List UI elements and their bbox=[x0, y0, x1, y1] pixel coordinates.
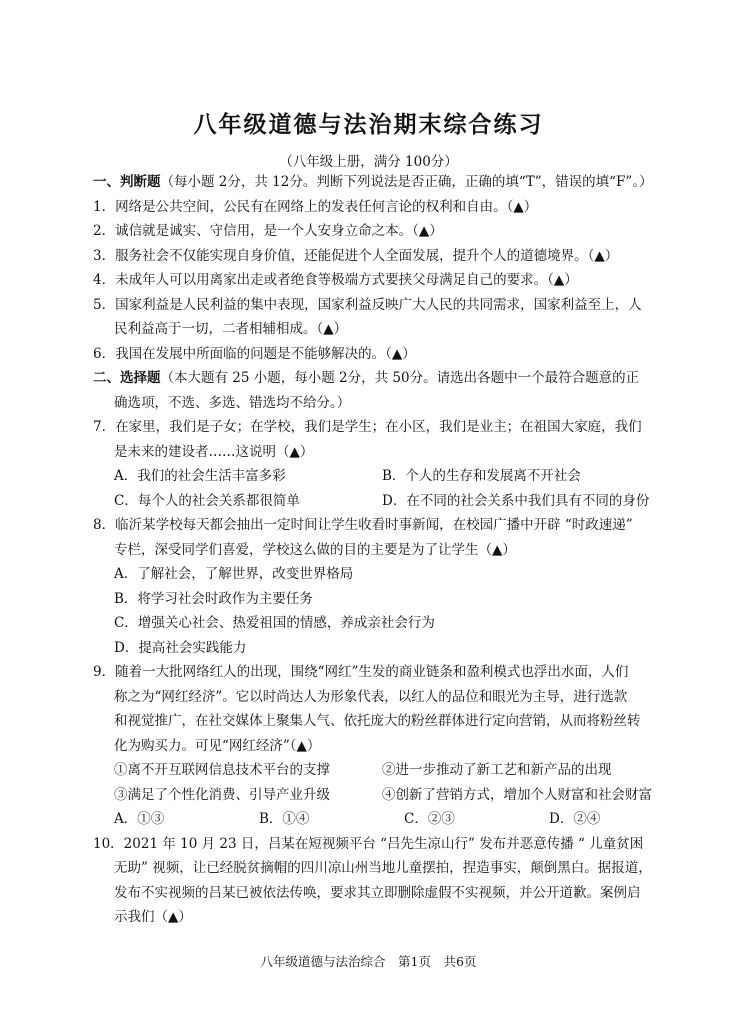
question-10-stem4: 示我们（▲） bbox=[114, 909, 192, 925]
question-7-options-cd bbox=[93, 489, 663, 514]
question-8-option-c: C．增强关心社会、热爱祖国的情感，养成亲社会行为 bbox=[114, 615, 435, 631]
question-10-stem1: 10．2021 年 10 月 23 日，吕某在短视频平台 “吕先生凉山行” 发布并恶意传播 “ 儿童贫困 bbox=[93, 835, 644, 852]
page-footer: 八年级道德与法治综合 第1页 共6页 bbox=[260, 954, 477, 969]
question-10-stem3: 发布不实视频的吕某已被依法传唤，要求其立即删除虚假不实视频，并公开道歉。案例启 bbox=[114, 884, 641, 901]
question-4: 4．未成年人可以用离家出走或者绝食等极端方式要挟父母满足自己的要求。（▲） bbox=[93, 272, 578, 288]
question-9-stem3: 和视觉推广，在社交媒体上聚集人气、依托庞大的粉丝群体进行定向营销，从而将粉丝转 bbox=[114, 713, 641, 729]
section1-header bbox=[93, 170, 663, 195]
question-9-option-b: B．①④ bbox=[259, 811, 310, 827]
question-9-statements-34 bbox=[93, 783, 663, 808]
document-body bbox=[93, 170, 663, 930]
question-7-option-d: D．在不同的社会关系中我们具有不同的身份 bbox=[382, 492, 650, 509]
question-8-option-d: D．提高社会实践能力 bbox=[114, 639, 247, 656]
question-8-option-a: A．了解社会，了解世界，改变世界格局 bbox=[114, 566, 354, 582]
question-9-stem1: 9．随着一大批网络红人的出现，围绕“网红”生发的商业链条和盈利模式也浮出水面，人们 bbox=[93, 664, 629, 680]
section2-instruction: （本大题有 25 小题，每小题 2分，共 50分。请选出各题中一个最符合题意的正 bbox=[160, 370, 640, 386]
section2-label: 二、选择题 bbox=[93, 370, 161, 386]
question-8-option-b: B．将学习社会时政作为主要任务 bbox=[114, 590, 313, 607]
question-9-option-c: C．②③ bbox=[404, 811, 455, 827]
question-5-line1: 5．国家利益是人民利益的集中表现，国家利益反映广大人民的共同需求，国家利益至上，人 bbox=[93, 296, 642, 313]
question-9-statements-12 bbox=[93, 758, 663, 783]
question-1: 1．网络是公共空间，公民有在网络上的发表任何言论的权利和自由。（▲） bbox=[93, 198, 538, 215]
question-7-stem1: 7．在家里，我们是子女；在学校，我们是学生；在小区，我们是业主；在祖国大家庭，我们 bbox=[93, 419, 642, 435]
question-8-stem2: 专栏，深受同学们喜爱，学校这么做的目的主要是为了让学生（▲） bbox=[114, 541, 516, 558]
question-7-option-b: B．个人的生存和发展离不开社会 bbox=[382, 468, 581, 484]
question-9-option-d: D．②④ bbox=[549, 811, 601, 827]
section1-instruction: （每小题 2分，共 12分。判断下列说法是否正确，正确的填“T”，错误的填“F”。） bbox=[160, 174, 653, 190]
question-9-statement-4: ④创新了营销方式，增加个人财富和社会财富 bbox=[382, 786, 652, 803]
document-title: 八年级道德与法治期末综合练习 bbox=[193, 111, 544, 138]
question-6: 6．我国在发展中所面临的问题是不能够解决的。（▲） bbox=[93, 345, 416, 362]
question-9-statement-3: ③满足了个性化消费、引导产业升级 bbox=[114, 786, 330, 803]
question-7-option-c: C．每个人的社会关系都很简单 bbox=[114, 492, 300, 509]
question-9-stem4: 化为购买力。可见“网红经济”（▲） bbox=[114, 737, 321, 754]
question-3: 3．服务社会不仅能实现自身价值，还能促进个人全面发展，提升个人的道德境界。（▲） bbox=[93, 247, 619, 264]
question-7-options-ab bbox=[93, 464, 663, 489]
question-9-statement-1: ①离不开互联网信息技术平台的支撑 bbox=[114, 762, 330, 778]
question-9-statement-2: ②进一步推动了新工艺和新产品的出现 bbox=[382, 762, 612, 778]
question-8-stem1: 8．临沂某学校每天都会抽出一定时间让学生收看时事新闻，在校园广播中开辟 “时政速递” bbox=[93, 517, 633, 533]
question-7-stem2: 是未来的建设者……这说明（▲） bbox=[114, 443, 314, 460]
section2-instruction-line2: 确选项，不选、多选、错选均不给分。） bbox=[114, 394, 351, 411]
section2-header bbox=[93, 366, 663, 391]
question-2: 2．诚信就是诚实、守信用，是一个人安身立命之本。（▲） bbox=[93, 223, 443, 239]
question-9-option-a: A．①③ bbox=[114, 811, 165, 827]
question-7-option-a: A．我们的社会生活丰富多彩 bbox=[114, 468, 286, 484]
section1-label: 一、判断题 bbox=[93, 174, 161, 190]
question-5-line2: 民利益高于一切，二者相辅相成。（▲） bbox=[114, 321, 348, 337]
question-9-stem2: 称之为“网红经济”。它以时尚达人为形象代表，以红人的品位和眼光为主导，进行选款 bbox=[114, 688, 628, 705]
document-subtitle: （八年级上册，满分 100分） bbox=[279, 154, 458, 170]
question-9-options bbox=[93, 807, 663, 832]
question-10-stem2: 无助” 视频，让已经脱贫摘帽的四川凉山州当地儿童摆拍，捏造事实，颠倒黑白。据报道， bbox=[114, 860, 652, 876]
